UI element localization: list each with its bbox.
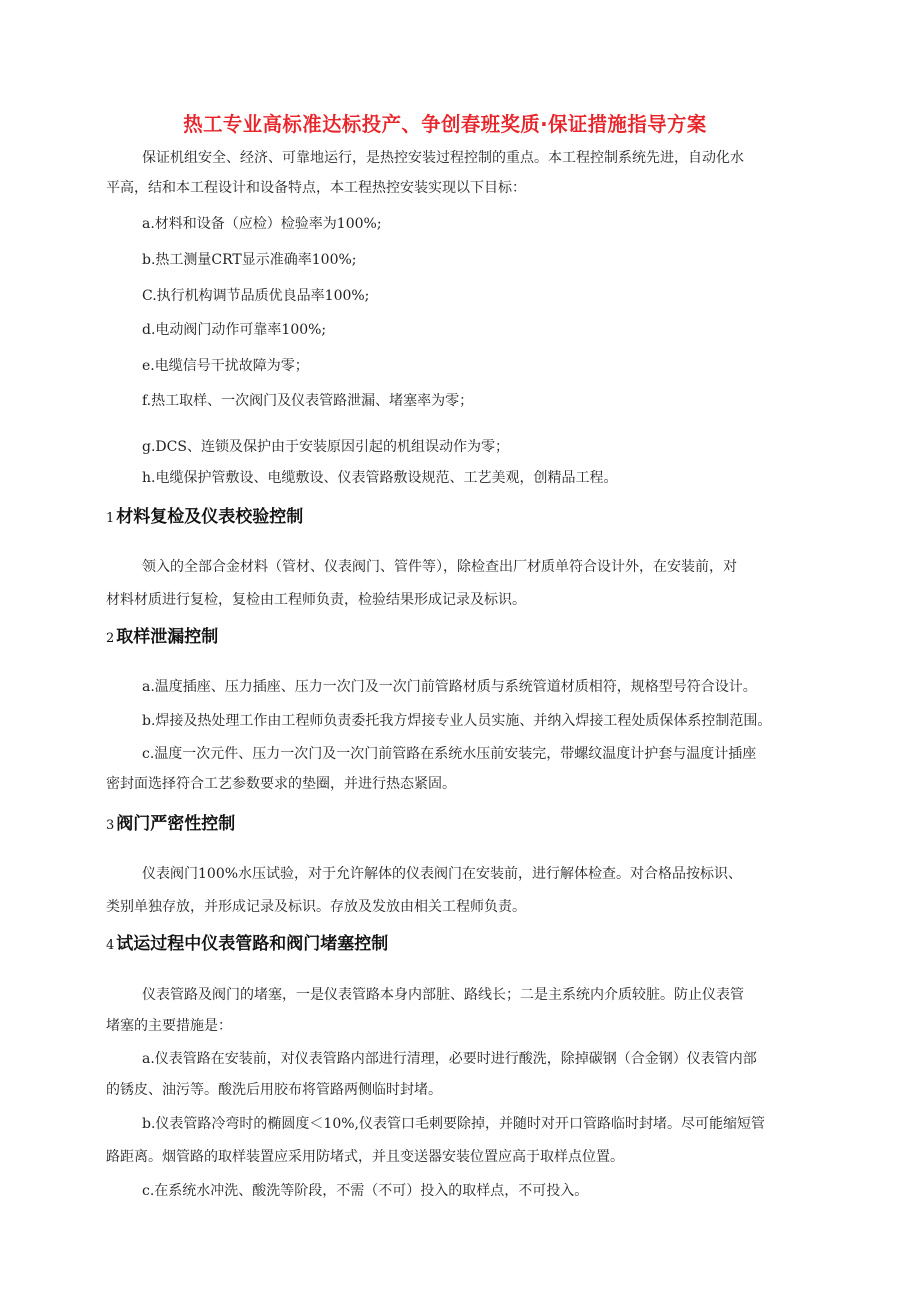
section-1-number: 1 — [106, 511, 115, 526]
section-2-line-1: a.温度插座、压力插座、压力一次门及一次门前管路材质与系统管道材质相符，规格型号符合设计。 — [142, 679, 757, 695]
section-4-number: 4 — [106, 938, 115, 953]
section-2-line-4: 密封面选择符合工艺参数要求的垫圈，并进行热态紧固。 — [106, 776, 456, 792]
section-4-line-6: 路距离。烟管路的取样装置应采用防堵式，并且变送器安装位置应高于取样点位置。 — [106, 1149, 624, 1165]
goal-item-b: b.热工测量CRT显示准确率100%; — [142, 252, 357, 268]
section-3-number: 3 — [106, 818, 115, 833]
document-title: 热工专业高标准达标投产、争创春班奖质·保证措施指导方案 — [183, 112, 707, 136]
section-2-number: 2 — [106, 631, 115, 646]
section-2-title: 取样泄漏控制 — [116, 627, 219, 647]
intro-line-1: 保证机组安全、经济、可靠地运行，是热控安装过程控制的重点。本工程控制系统先进，自动化水 — [142, 150, 744, 166]
goal-item-c: C.执行机构调节品质优良品率100%; — [142, 288, 370, 304]
section-4-line-4: 的锈皮、油污等。酸洗后用胶布将管路两侧临时封堵。 — [106, 1082, 442, 1098]
section-1-line-2: 材料材质进行复检，复检由工程师负责，检验结果形成记录及标识。 — [106, 592, 526, 608]
section-2-line-3: c.温度一次元件、压力一次门及一次门前管路在系统水压前安装完，带螺纹温度计护套与温度计插座 — [142, 746, 757, 762]
section-4-line-2: 堵塞的主要措施是： — [106, 1018, 232, 1034]
goal-item-h: h.电缆保护管敷设、电缆敷设、仪表管路敷设规范、工艺美观，创精品工程。 — [142, 470, 618, 486]
section-3-heading — [106, 813, 235, 837]
section-4-line-1: 仪表管路及阀门的堵塞，一是仪表管路本身内部脏、路线长；二是主系统内介质较脏。防止仪表管 — [142, 987, 744, 1003]
section-4-line-7: c.在系统水冲洗、酸洗等阶段，不需（不可）投入的取样点，不可投入。 — [142, 1183, 589, 1199]
section-4-title: 试运过程中仪表管路和阀门堵塞控制 — [116, 934, 389, 954]
section-4-heading — [106, 933, 388, 957]
section-3-line-1: 仪表阀门100%水压试验，对于允许解体的仪表阀门在安装前，进行解体检查。对合格品按标识、 — [142, 866, 743, 882]
section-3-line-2: 类别单独存放，并形成记录及标识。存放及发放由相关工程师负责。 — [106, 899, 526, 915]
section-4-line-5: b.仪表管路冷弯时的椭圆度＜10%,仪表管口毛刺要除掉，并随时对开口管路临时封堵。尽可能缩短管 — [142, 1116, 765, 1132]
goal-item-e: e.电缆信号干扰故障为零； — [142, 358, 309, 374]
section-1-heading — [106, 506, 303, 530]
goal-item-a: a.材料和设备（应检）检验率为100%; — [142, 216, 382, 232]
goal-item-d: d.电动阀门动作可靠率100%; — [142, 322, 327, 338]
section-1-line-1: 领入的全部合金材料（管材、仪表阀门、管件等），除检查出厂材质单符合设计外，在安装前，对 — [142, 559, 737, 575]
section-4-line-3: a.仪表管路在安装前，对仪表管路内部进行清理，必要时进行酸洗，除掉碳钢（合金钢）仪表管内部 — [142, 1051, 757, 1067]
goal-item-f: f.热工取样、一次阀门及仪表管路泄漏、堵塞率为零； — [142, 393, 474, 409]
section-1-title: 材料复检及仪表校验控制 — [116, 507, 304, 527]
goal-item-g: g.DCS、连锁及保护由于安装原因引起的机组误动作为零； — [142, 439, 509, 455]
intro-line-2: 平高，结和本工程设计和设备特点，本工程热控安装实现以下目标： — [106, 180, 526, 196]
section-2-line-2: b.焊接及热处理工作由工程师负责委托我方焊接专业人员实施、并纳入焊接工程处质保体系控制范围。 — [142, 713, 772, 729]
section-3-title: 阀门严密性控制 — [116, 814, 236, 834]
section-2-heading — [106, 626, 218, 650]
